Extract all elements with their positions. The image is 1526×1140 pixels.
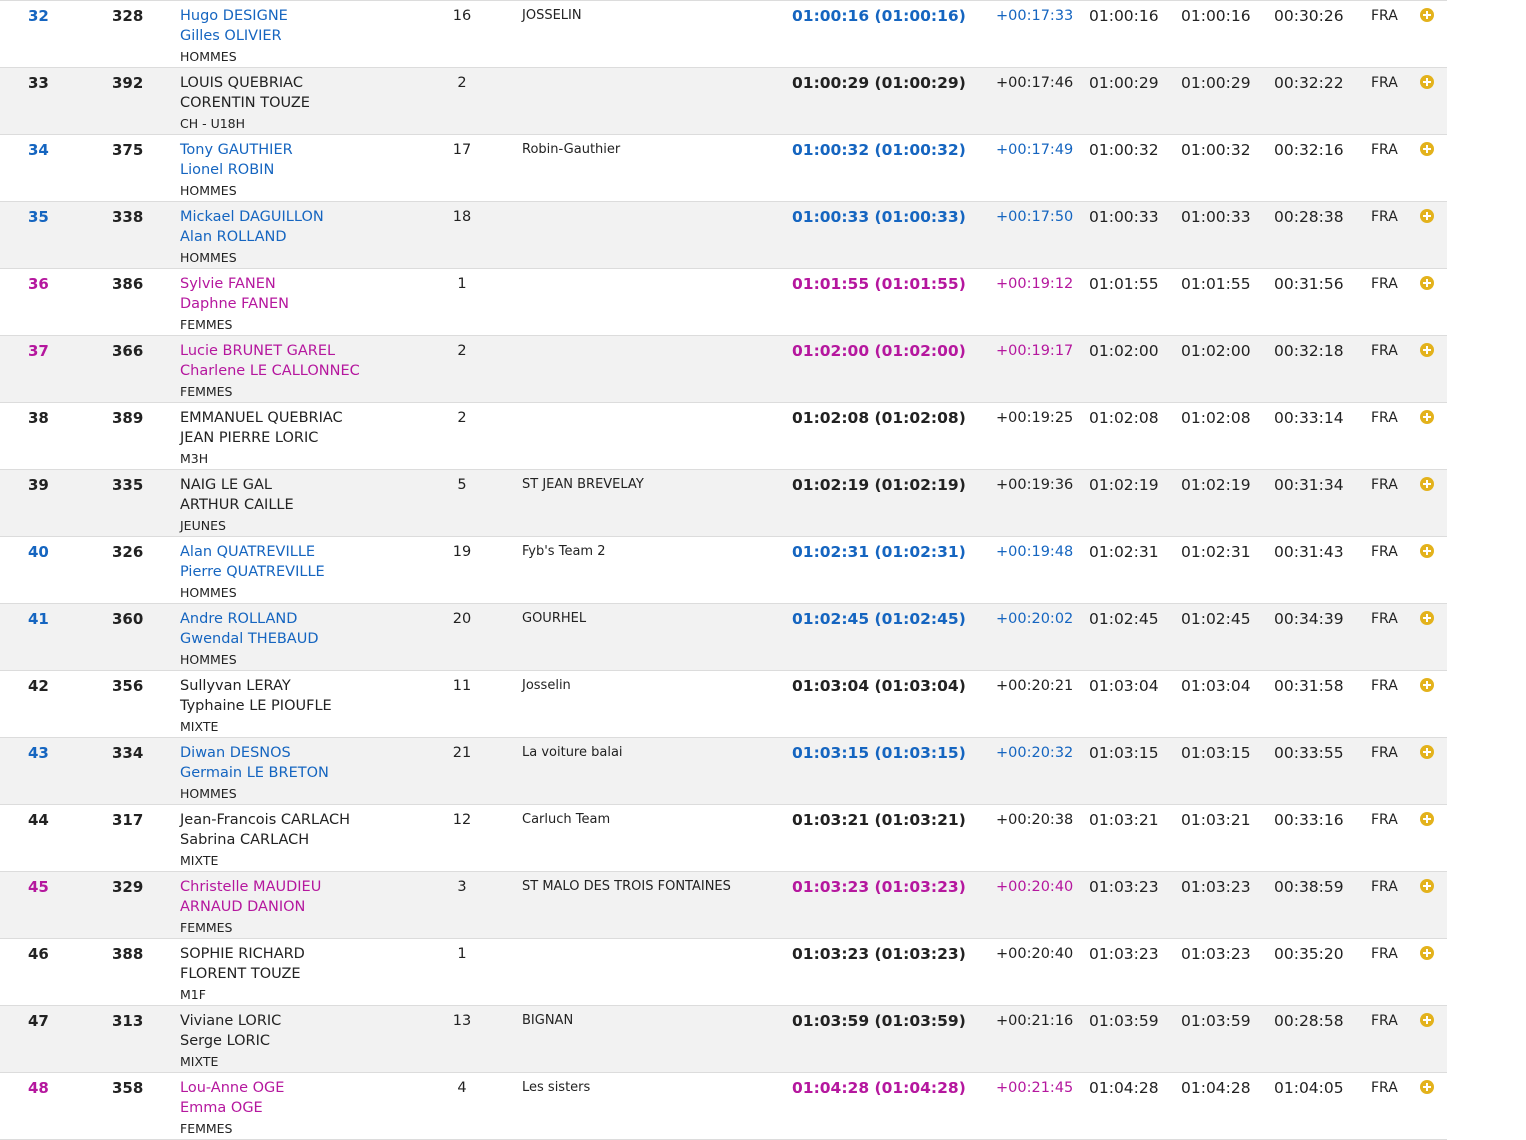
team-members: [180, 140, 293, 201]
runner-name-link[interactable]: NAIG LE GAL: [180, 477, 272, 493]
category-rank: 18: [452, 209, 472, 225]
runner-name-link[interactable]: Hugo DESIGNE: [180, 8, 288, 24]
team-members: [180, 341, 360, 402]
rank: 38: [28, 409, 49, 427]
runner-name-link[interactable]: Sullyvan LERAY: [180, 678, 291, 694]
category-label: HOMMES: [180, 250, 237, 265]
time-gap: +00:19:48: [996, 544, 1074, 560]
nationality: FRA: [1371, 812, 1398, 828]
result-row[interactable]: [0, 202, 1447, 269]
rank: 35: [28, 208, 49, 226]
club-name: BIGNAN: [522, 1013, 574, 1028]
split-time-1: 01:02:00: [1089, 342, 1159, 360]
runner-name-link[interactable]: LOUIS QUEBRIAC: [180, 75, 303, 91]
split-time-2: 01:02:08: [1181, 409, 1251, 427]
split-time-1: 01:03:04: [1089, 677, 1159, 695]
category-rank: 2: [457, 75, 467, 91]
split-time-1: 01:00:16: [1089, 7, 1159, 25]
team-members: [180, 1011, 281, 1072]
time-gap: +00:21:16: [996, 1013, 1074, 1029]
split-time-3: 00:31:56: [1274, 275, 1344, 293]
plus-circle-icon[interactable]: [1420, 343, 1434, 357]
time-gap: +00:20:32: [996, 745, 1074, 761]
bib-number: 389: [112, 409, 144, 427]
split-time-1: 01:03:23: [1089, 945, 1159, 963]
rank: 46: [28, 945, 49, 963]
runner-name-link[interactable]: Daphne FANEN: [180, 296, 289, 312]
team-members: [180, 408, 343, 469]
split-time-1: 01:02:19: [1089, 476, 1159, 494]
runner-name-link[interactable]: Tony GAUTHIER: [180, 142, 293, 158]
rank: 47: [28, 1012, 49, 1030]
runner-name-link[interactable]: ARTHUR CAILLE: [180, 497, 294, 513]
category-rank: 11: [452, 678, 472, 694]
club-name: Robin-Gauthier: [522, 142, 621, 157]
time-gap: +00:17:33: [996, 8, 1074, 24]
nationality: FRA: [1371, 611, 1398, 627]
split-time-2: 01:03:59: [1181, 1012, 1251, 1030]
plus-circle-icon[interactable]: [1420, 745, 1434, 759]
nationality: FRA: [1371, 678, 1398, 694]
plus-circle-icon[interactable]: [1420, 8, 1434, 22]
category-label: CH - U18H: [180, 116, 246, 131]
rank: 34: [28, 141, 49, 159]
rank: 33: [28, 74, 49, 92]
category-label: M3H: [180, 451, 209, 466]
bib-number: 386: [112, 275, 144, 293]
club-name: ST JEAN BREVELAY: [522, 477, 644, 492]
rank: 40: [28, 543, 49, 561]
nationality: FRA: [1371, 1013, 1398, 1029]
runner-name-link[interactable]: CORENTIN TOUZE: [180, 95, 310, 111]
nationality: FRA: [1371, 946, 1398, 962]
time-gap: +00:20:38: [996, 812, 1074, 828]
club-name: GOURHEL: [522, 611, 587, 626]
plus-circle-icon[interactable]: [1420, 812, 1434, 826]
runner-name-link[interactable]: FLORENT TOUZE: [180, 966, 301, 982]
runner-name-link[interactable]: Viviane LORIC: [180, 1013, 282, 1029]
category-rank: 2: [457, 410, 467, 426]
runner-name-link[interactable]: Emma OGE: [180, 1100, 263, 1116]
team-members: [180, 542, 325, 603]
nationality: FRA: [1371, 544, 1398, 560]
club-name: Les sisters: [522, 1080, 591, 1095]
bib-number: 375: [112, 141, 144, 159]
result-row[interactable]: [0, 336, 1447, 403]
plus-circle-icon[interactable]: [1420, 544, 1434, 558]
result-row[interactable]: [0, 671, 1447, 738]
finish-time: 01:02:19 (01:02:19): [792, 476, 966, 494]
split-time-1: 01:03:21: [1089, 811, 1159, 829]
team-members: [180, 6, 288, 67]
time-gap: +00:19:12: [996, 276, 1074, 292]
plus-circle-icon[interactable]: [1420, 276, 1434, 290]
club-name: JOSSELIN: [522, 8, 582, 23]
runner-name-link[interactable]: Typhaine LE PIOUFLE: [180, 698, 332, 714]
finish-time: 01:02:00 (01:02:00): [792, 342, 966, 360]
category-label: MIXTE: [180, 719, 219, 734]
category-label: JEUNES: [180, 518, 226, 533]
team-members: [180, 475, 294, 536]
split-time-2: 01:03:23: [1181, 945, 1251, 963]
plus-circle-icon[interactable]: [1420, 879, 1434, 893]
runner-name-link[interactable]: Alan ROLLAND: [180, 229, 287, 245]
rank: 43: [28, 744, 49, 762]
nationality: FRA: [1371, 8, 1398, 24]
bib-number: 335: [112, 476, 144, 494]
finish-time: 01:03:21 (01:03:21): [792, 811, 966, 829]
finish-time: 01:03:15 (01:03:15): [792, 744, 966, 762]
team-members: [180, 743, 329, 804]
runner-name-link[interactable]: Andre ROLLAND: [180, 611, 298, 627]
result-row[interactable]: [0, 269, 1447, 336]
team-members: [180, 877, 321, 938]
nationality: FRA: [1371, 276, 1398, 292]
plus-circle-icon[interactable]: [1420, 75, 1434, 89]
time-gap: +00:20:02: [996, 611, 1074, 627]
result-row[interactable]: [0, 68, 1447, 135]
bib-number: 392: [112, 74, 144, 92]
result-row[interactable]: [0, 939, 1447, 1006]
split-time-3: 00:33:14: [1274, 409, 1344, 427]
split-time-1: 01:02:31: [1089, 543, 1159, 561]
plus-circle-icon[interactable]: [1420, 410, 1434, 424]
runner-name-link[interactable]: Jean-Francois CARLACH: [180, 812, 351, 828]
time-gap: +00:17:46: [996, 75, 1074, 91]
split-time-3: 00:33:16: [1274, 811, 1344, 829]
category-label: FEMMES: [180, 384, 233, 399]
result-row[interactable]: [0, 135, 1447, 202]
bib-number: 329: [112, 878, 144, 896]
split-time-3: 00:30:26: [1274, 7, 1344, 25]
result-row[interactable]: [0, 872, 1447, 939]
club-name: Carluch Team: [522, 812, 611, 827]
finish-time: 01:00:29 (01:00:29): [792, 74, 966, 92]
time-gap: +00:17:50: [996, 209, 1074, 225]
category-rank: 4: [457, 1080, 467, 1096]
bib-number: 366: [112, 342, 144, 360]
plus-circle-icon[interactable]: [1420, 946, 1434, 960]
split-time-2: 01:00:29: [1181, 74, 1251, 92]
runner-name-link[interactable]: Gwendal THEBAUD: [180, 631, 319, 647]
rank: 45: [28, 878, 49, 896]
result-row[interactable]: [0, 0, 1447, 68]
nationality: FRA: [1371, 477, 1398, 493]
runner-name-link[interactable]: Christelle MAUDIEU: [180, 879, 322, 895]
result-row[interactable]: [0, 1006, 1447, 1073]
runner-name-link[interactable]: Germain LE BRETON: [180, 765, 329, 781]
time-gap: +00:21:45: [996, 1080, 1074, 1096]
split-time-3: 01:04:05: [1274, 1079, 1344, 1097]
finish-time: 01:00:16 (01:00:16): [792, 7, 966, 25]
rank: 36: [28, 275, 49, 293]
split-time-1: 01:00:29: [1089, 74, 1159, 92]
plus-circle-icon[interactable]: [1420, 1013, 1434, 1027]
split-time-1: 01:01:55: [1089, 275, 1159, 293]
team-members: [180, 73, 310, 134]
finish-time: 01:02:31 (01:02:31): [792, 543, 966, 561]
team-members: [180, 274, 289, 335]
split-time-2: 01:03:04: [1181, 677, 1251, 695]
bib-number: 328: [112, 7, 144, 25]
finish-time: 01:02:45 (01:02:45): [792, 610, 966, 628]
split-time-2: 01:03:15: [1181, 744, 1251, 762]
rank: 41: [28, 610, 49, 628]
split-time-1: 01:03:15: [1089, 744, 1159, 762]
category-label: MIXTE: [180, 1054, 219, 1069]
split-time-1: 01:02:45: [1089, 610, 1159, 628]
nationality: FRA: [1371, 75, 1398, 91]
split-time-3: 00:28:38: [1274, 208, 1344, 226]
bib-number: 388: [112, 945, 144, 963]
split-time-1: 01:02:08: [1089, 409, 1159, 427]
finish-time: 01:02:08 (01:02:08): [792, 409, 966, 427]
category-rank: 13: [452, 1013, 472, 1029]
bib-number: 334: [112, 744, 144, 762]
finish-time: 01:03:04 (01:03:04): [792, 677, 966, 695]
bib-number: 326: [112, 543, 144, 561]
team-members: [180, 609, 319, 670]
split-time-2: 01:00:32: [1181, 141, 1251, 159]
result-row[interactable]: [0, 738, 1447, 805]
runner-name-link[interactable]: Lionel ROBIN: [180, 162, 275, 178]
runner-name-link[interactable]: Alan QUATREVILLE: [180, 544, 316, 560]
finish-time: 01:03:59 (01:03:59): [792, 1012, 966, 1030]
category-rank: 3: [457, 879, 467, 895]
runner-name-link[interactable]: Mickael DAGUILLON: [180, 209, 324, 225]
runner-name-link[interactable]: Lou-Anne OGE: [180, 1080, 285, 1096]
result-row[interactable]: [0, 470, 1447, 537]
nationality: FRA: [1371, 142, 1398, 158]
time-gap: +00:20:40: [996, 879, 1074, 895]
nationality: FRA: [1371, 410, 1398, 426]
category-label: M1F: [180, 987, 206, 1002]
rank: 32: [28, 7, 49, 25]
time-gap: +00:20:40: [996, 946, 1074, 962]
time-gap: +00:19:17: [996, 343, 1074, 359]
category-rank: 1: [457, 946, 467, 962]
split-time-3: 00:31:58: [1274, 677, 1344, 695]
category-label: FEMMES: [180, 317, 233, 332]
runner-name-link[interactable]: ARNAUD DANION: [180, 899, 306, 915]
bib-number: 317: [112, 811, 144, 829]
runner-name-link[interactable]: SOPHIE RICHARD: [180, 946, 305, 962]
team-members: [180, 676, 332, 737]
bib-number: 338: [112, 208, 144, 226]
team-members: [180, 810, 350, 871]
runner-name-link[interactable]: Lucie BRUNET GAREL: [180, 343, 336, 359]
category-rank: 21: [452, 745, 472, 761]
category-label: FEMMES: [180, 1121, 233, 1136]
result-row[interactable]: [0, 403, 1447, 470]
plus-circle-icon[interactable]: [1420, 142, 1434, 156]
category-label: HOMMES: [180, 49, 237, 64]
category-rank: 1: [457, 276, 467, 292]
category-rank: 12: [452, 812, 472, 828]
runner-name-link[interactable]: Pierre QUATREVILLE: [180, 564, 325, 580]
time-gap: +00:19:36: [996, 477, 1074, 493]
plus-circle-icon[interactable]: [1420, 1080, 1434, 1094]
runner-name-link[interactable]: Charlene LE CALLONNEC: [180, 363, 360, 379]
bib-number: 313: [112, 1012, 144, 1030]
nationality: FRA: [1371, 209, 1398, 225]
finish-time: 01:03:23 (01:03:23): [792, 945, 966, 963]
runner-name-link[interactable]: Sabrina CARLACH: [180, 832, 310, 848]
split-time-1: 01:03:23: [1089, 878, 1159, 896]
split-time-2: 01:00:33: [1181, 208, 1251, 226]
rank: 37: [28, 342, 49, 360]
club-name: La voiture balai: [522, 745, 623, 760]
bib-number: 360: [112, 610, 144, 628]
split-time-2: 01:02:00: [1181, 342, 1251, 360]
category-label: HOMMES: [180, 585, 237, 600]
runner-name-link[interactable]: Gilles OLIVIER: [180, 28, 282, 44]
category-label: FEMMES: [180, 920, 233, 935]
split-time-3: 00:38:59: [1274, 878, 1344, 896]
category-label: HOMMES: [180, 786, 237, 801]
split-time-2: 01:03:21: [1181, 811, 1251, 829]
finish-time: 01:00:32 (01:00:32): [792, 141, 966, 159]
split-time-2: 01:03:23: [1181, 878, 1251, 896]
plus-circle-icon[interactable]: [1420, 611, 1434, 625]
split-time-2: 01:02:19: [1181, 476, 1251, 494]
nationality: FRA: [1371, 745, 1398, 761]
finish-time: 01:03:23 (01:03:23): [792, 878, 966, 896]
nationality: FRA: [1371, 879, 1398, 895]
finish-time: 01:01:55 (01:01:55): [792, 275, 966, 293]
plus-circle-icon[interactable]: [1420, 209, 1434, 223]
finish-time: 01:04:28 (01:04:28): [792, 1079, 966, 1097]
split-time-2: 01:02:31: [1181, 543, 1251, 561]
plus-circle-icon[interactable]: [1420, 477, 1434, 491]
club-name: Fyb's Team 2: [522, 544, 606, 559]
runner-name-link[interactable]: Diwan DESNOS: [180, 745, 291, 761]
split-time-3: 00:32:16: [1274, 141, 1344, 159]
rank: 48: [28, 1079, 49, 1097]
result-row[interactable]: [0, 537, 1447, 604]
result-row[interactable]: [0, 805, 1447, 872]
runner-name-link[interactable]: EMMANUEL QUEBRIAC: [180, 410, 343, 426]
split-time-2: 01:00:16: [1181, 7, 1251, 25]
result-row[interactable]: [0, 604, 1447, 671]
club-name: Josselin: [522, 678, 571, 693]
split-time-2: 01:01:55: [1181, 275, 1251, 293]
category-rank: 16: [452, 8, 472, 24]
team-members: [180, 944, 305, 1005]
split-time-1: 01:00:33: [1089, 208, 1159, 226]
category-rank: 2: [457, 343, 467, 359]
split-time-3: 00:35:20: [1274, 945, 1344, 963]
category-rank: 19: [452, 544, 472, 560]
bib-number: 358: [112, 1079, 144, 1097]
category-rank: 5: [457, 477, 467, 493]
runner-name-link[interactable]: JEAN PIERRE LORIC: [180, 430, 319, 446]
split-time-3: 00:28:58: [1274, 1012, 1344, 1030]
split-time-1: 01:04:28: [1089, 1079, 1159, 1097]
nationality: FRA: [1371, 343, 1398, 359]
category-label: HOMMES: [180, 652, 237, 667]
time-gap: +00:19:25: [996, 410, 1074, 426]
split-time-3: 00:33:55: [1274, 744, 1344, 762]
team-members: [180, 1078, 284, 1139]
time-gap: +00:17:49: [996, 142, 1074, 158]
rank: 39: [28, 476, 49, 494]
finish-time: 01:00:33 (01:00:33): [792, 208, 966, 226]
nationality: FRA: [1371, 1080, 1398, 1096]
split-time-1: 01:00:32: [1089, 141, 1159, 159]
category-rank: 17: [452, 142, 472, 158]
club-name: ST MALO DES TROIS FONTAINES: [522, 879, 731, 894]
category-label: MIXTE: [180, 853, 219, 868]
category-label: HOMMES: [180, 183, 237, 198]
split-time-3: 00:31:34: [1274, 476, 1344, 494]
split-time-3: 00:32:22: [1274, 74, 1344, 92]
rank: 42: [28, 677, 49, 695]
split-time-1: 01:03:59: [1089, 1012, 1159, 1030]
split-time-3: 00:32:18: [1274, 342, 1344, 360]
split-time-2: 01:04:28: [1181, 1079, 1251, 1097]
split-time-2: 01:02:45: [1181, 610, 1251, 628]
rank: 44: [28, 811, 49, 829]
bib-number: 356: [112, 677, 144, 695]
runner-name-link[interactable]: Sylvie FANEN: [180, 276, 276, 292]
time-gap: +00:20:21: [996, 678, 1074, 694]
split-time-3: 00:34:39: [1274, 610, 1344, 628]
team-members: [180, 207, 324, 268]
plus-circle-icon[interactable]: [1420, 678, 1434, 692]
runner-name-link[interactable]: Serge LORIC: [180, 1033, 271, 1049]
split-time-3: 00:31:43: [1274, 543, 1344, 561]
result-row[interactable]: [0, 1073, 1447, 1140]
category-rank: 20: [452, 611, 472, 627]
